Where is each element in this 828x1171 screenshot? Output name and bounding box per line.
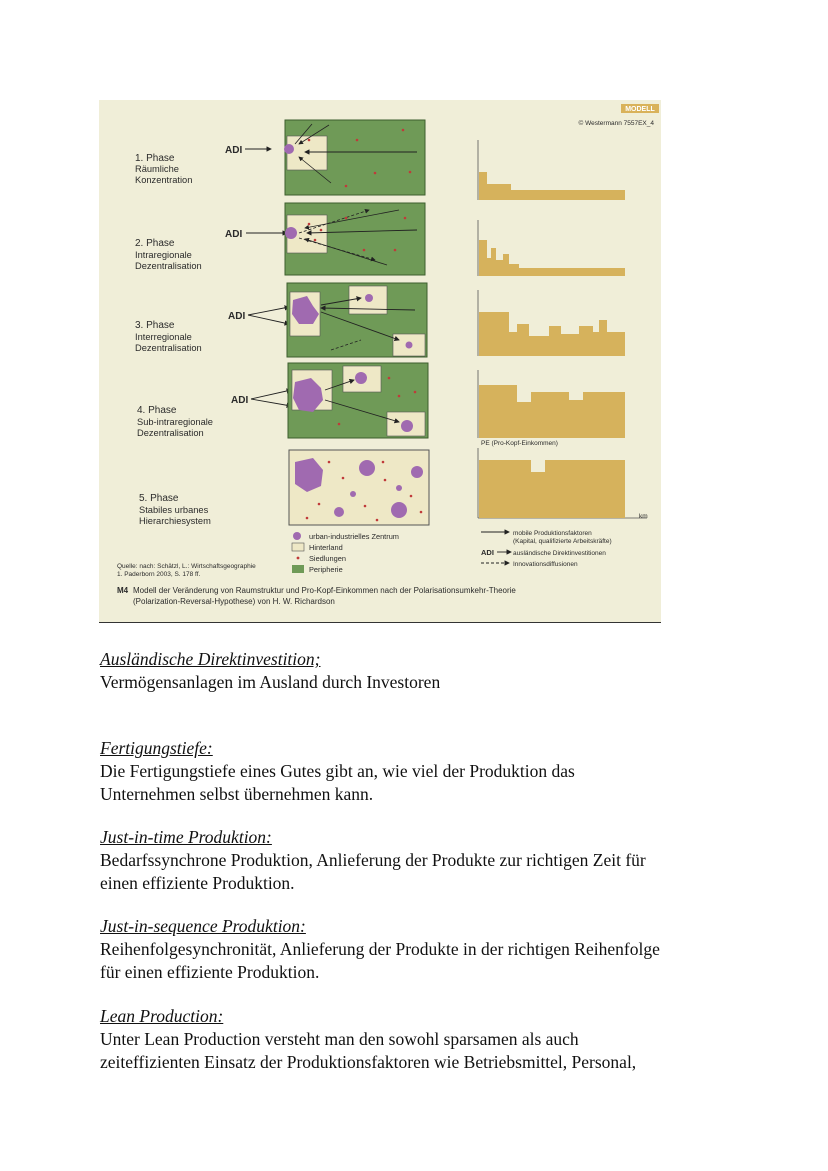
phase-2-line-1: Intraregionale: [135, 250, 192, 260]
phase-4-number: 4. Phase: [137, 405, 177, 416]
phase-3-number: 3. Phase: [135, 320, 175, 331]
map-phase-2: [285, 203, 425, 275]
legend-adi: ausländische Direktinvestitionen: [513, 550, 606, 557]
caption-line-2: (Polarization-Reversal-Hypothese) von H. W. Richardson: [133, 597, 335, 606]
legend-settlements: Siedlungen: [309, 554, 346, 563]
source-line-1: Quelle: nach: Schätzl, L.: Wirtschaftsgeographie: [117, 563, 256, 570]
income-profile-phase-2: [478, 220, 625, 276]
definition-lean-production-line-1: Unter Lean Production versteht man den sowohl sparsamen als auch: [100, 1029, 579, 1049]
definition-just-in-sequence-line-2: für einen effiziente Produktion.: [100, 962, 320, 982]
term-fertigungstiefe: Fertigungstiefe:: [100, 738, 213, 758]
phase-2-line-2: Dezentralisation: [135, 261, 202, 271]
phase-4-line-1: Sub-intraregionale: [137, 417, 213, 427]
map-phase-4: [288, 363, 428, 438]
distance-axis-label: km: [639, 513, 648, 520]
phase-5-line-1: Stabiles urbanes: [139, 505, 209, 515]
glossary-entry-adi: [100, 648, 740, 694]
caption-id: M4: [117, 586, 129, 595]
phase-1-number: 1. Phase: [135, 153, 175, 164]
legend-innovation: Innovationsdiffusionen: [513, 561, 578, 568]
definition-fertigungstiefe-line-1: Die Fertigungstiefe eines Gutes gibt an, wie viel der Produktion das: [100, 761, 575, 781]
term-adi: Ausländische Direktinvestition;: [100, 649, 321, 669]
source-line-2: 1. Paderborn 2003, S. 178 ff.: [117, 571, 201, 578]
phase-5-number: 5. Phase: [139, 493, 179, 504]
legend-right: [481, 530, 612, 568]
phase-labels: [135, 153, 213, 526]
publisher-credit: © Westermann 7557EX_4: [578, 120, 654, 127]
legend-mobile-factors: mobile Produktionsfaktoren: [513, 530, 592, 537]
income-axis-label: PE (Pro-Kopf-Einkommen): [481, 440, 558, 447]
income-profile-phase-4: [478, 370, 625, 438]
legend-adi-key: ADI: [481, 548, 494, 557]
map-phase-3: [287, 283, 427, 357]
phase-1-line-1: Räumliche: [135, 164, 179, 174]
modell-badge-text: MODELL: [625, 106, 655, 113]
legend-hinterland: Hinterland: [309, 543, 343, 552]
term-lean-production: Lean Production:: [100, 1006, 224, 1026]
glossary-entry-lean-production: [100, 1005, 740, 1074]
term-just-in-sequence: Just-in-sequence Produktion:: [100, 916, 306, 936]
legend-mobile-factors-detail: (Kapital, qualifizierte Arbeitskräfte): [513, 538, 612, 545]
polarization-reversal-diagram: [99, 100, 661, 623]
phase-2-number: 2. Phase: [135, 238, 175, 249]
definition-just-in-time-line-1: Bedarfssynchrone Produktion, Anlieferung der Produkte zur richtigen Zeit für: [100, 850, 646, 870]
definition-adi-line-1: Vermögensanlagen im Ausland durch Investoren: [100, 672, 441, 692]
income-profile-phase-1: [478, 140, 625, 200]
adi-label-phase-3: ADI: [228, 311, 246, 322]
map-phase-1: [284, 120, 425, 195]
map-phase-5: [289, 450, 429, 525]
adi-label-phase-1: ADI: [225, 145, 243, 156]
term-just-in-time: Just-in-time Produktion:: [100, 827, 272, 847]
income-profile-phase-3: [478, 290, 625, 356]
figure-bottom-rule: [99, 622, 661, 623]
definition-fertigungstiefe-line-2: Unternehmen selbst übernehmen kann.: [100, 784, 374, 804]
caption-line-1: Modell der Veränderung von Raumstruktur und Pro-Kopf-Einkommen nach der Polarisationsumkehr-Theorie: [133, 586, 516, 595]
phase-3-line-2: Dezentralisation: [135, 343, 202, 353]
income-profile-phase-5: [478, 448, 647, 518]
legend-periphery: Peripherie: [309, 565, 343, 574]
model-figure: [99, 100, 661, 623]
adi-labels: [225, 145, 291, 406]
glossary-entry-just-in-sequence: [100, 915, 740, 984]
definition-lean-production-line-2: zeiteffizienten Einsatz der Produktionsfaktoren wie Betriebsmittel, Personal,: [100, 1052, 637, 1072]
definition-just-in-sequence-line-1: Reihenfolgesynchronität, Anlieferung der Produkte in der richtigen Reihenfolge: [100, 939, 660, 959]
adi-label-phase-2: ADI: [225, 229, 243, 240]
legend-left: [292, 532, 399, 574]
legend-urban-center: urban-industrielles Zentrum: [309, 532, 399, 541]
phase-3-line-1: Interregionale: [135, 332, 192, 342]
phase-1-line-2: Konzentration: [135, 175, 193, 185]
adi-label-phase-4: ADI: [231, 395, 249, 406]
glossary-entry-just-in-time: [100, 826, 740, 895]
definition-just-in-time-line-2: einen effiziente Produktion.: [100, 873, 295, 893]
phase-4-line-2: Dezentralisation: [137, 428, 204, 438]
glossary-entry-fertigungstiefe: [100, 737, 740, 806]
income-profiles: [478, 140, 648, 520]
phase-5-line-2: Hierarchiesystem: [139, 516, 211, 526]
